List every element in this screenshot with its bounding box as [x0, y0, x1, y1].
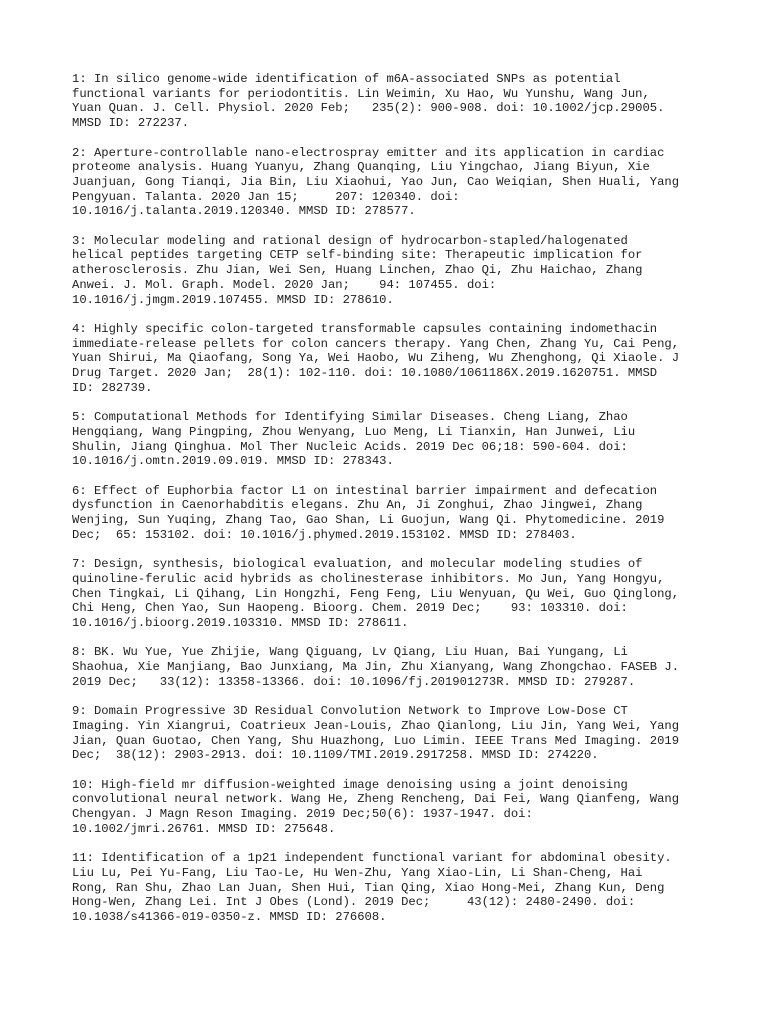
- reference-entry: [72, 484, 712, 543]
- reference-line: Chen Tingkai, Li Qihang, Lin Hongzhi, Feng Feng, Liu Wenyuan, Qu Wei, Guo Qinglong,: [72, 586, 680, 601]
- reference-line: Yuan Quan. J. Cell. Physiol. 2020 Feb; 235(2): 900-908. doi: 10.1002/jcp.29005.: [72, 101, 665, 116]
- reference-line: quinoline-ferulic acid hybrids as cholinesterase inhibitors. Mo Jun, Yang Hongyu,: [72, 571, 665, 586]
- reference-line: Anwei. J. Mol. Graph. Model. 2020 Jan; 94: 107455. doi:: [72, 277, 497, 292]
- reference-entry: [72, 410, 712, 469]
- reference-line: ID: 282739.: [72, 380, 153, 395]
- reference-line: 10.1016/j.jmgm.2019.107455. MMSD ID: 278610.: [72, 292, 394, 307]
- reference-line: Shaohua, Xie Manjiang, Bao Junxiang, Ma Jin, Zhu Xianyang, Wang Zhongchao. FASEB J.: [72, 660, 680, 675]
- reference-line: Chi Heng, Chen Yao, Sun Haopeng. Bioorg. Chem. 2019 Dec; 93: 103310. doi:: [72, 601, 628, 616]
- reference-list: [72, 72, 712, 939]
- reference-line: Juanjuan, Gong Tianqi, Jia Bin, Liu Xiaohui, Yao Jun, Cao Weiqian, Shen Huali, Yang: [72, 174, 680, 189]
- reference-line: 4: Highly specific colon-targeted transformable capsules containing indomethacin: [72, 321, 658, 336]
- reference-line: Hengqiang, Wang Pingping, Zhou Wenyang, Luo Meng, Li Tianxin, Han Junwei, Liu: [72, 424, 636, 439]
- reference-entry: [72, 851, 712, 925]
- reference-line: Imaging. Yin Xiangrui, Coatrieux Jean-Louis, Zhao Qianlong, Liu Jin, Yang Wei, Yang: [72, 718, 680, 733]
- reference-line: Pengyuan. Talanta. 2020 Jan 15; 207: 120340. doi:: [72, 189, 460, 204]
- reference-line: Chengyan. J Magn Reson Imaging. 2019 Dec;50(6): 1937-1947. doi:: [72, 807, 533, 822]
- reference-line: 10: High-field mr diffusion-weighted image denoising using a joint denoising: [72, 777, 628, 792]
- reference-line: MMSD ID: 272237.: [72, 116, 190, 131]
- reference-line: 10.1016/j.omtn.2019.09.019. MMSD ID: 278343.: [72, 454, 394, 469]
- reference-line: 1: In silico genome-wide identification of m6A-associated SNPs as potential: [72, 72, 621, 86]
- reference-line: helical peptides targeting CETP self-binding site: Therapeutic implication for: [72, 248, 643, 263]
- reference-line: Liu Lu, Pei Yu-Fang, Liu Tao-Le, Hu Wen-Zhu, Yang Xiao-Lin, Li Shan-Cheng, Hai: [72, 865, 643, 880]
- reference-line: Dec; 38(12): 2903-2913. doi: 10.1109/TMI.2019.2917258. MMSD ID: 274220.: [72, 748, 599, 763]
- reference-line: Drug Target. 2020 Jan; 28(1): 102-110. doi: 10.1080/1061186X.2019.1620751. MMSD: [72, 366, 658, 381]
- reference-line: 10.1038/s41366-019-0350-z. MMSD ID: 276608.: [72, 909, 387, 924]
- reference-line: 8: BK. Wu Yue, Yue Zhijie, Wang Qiguang, Lv Qiang, Liu Huan, Bai Yungang, Li: [72, 645, 628, 660]
- reference-entry: [72, 234, 712, 308]
- reference-entry: [72, 557, 712, 631]
- reference-line: proteome analysis. Huang Yuanyu, Zhang Quanqing, Liu Yingchao, Jiang Biyun, Xie: [72, 160, 650, 175]
- reference-line: 10.1016/j.talanta.2019.120340. MMSD ID: 278577.: [72, 204, 416, 219]
- reference-line: 2: Aperture-controllable nano-electrospray emitter and its application in cardiac: [72, 145, 665, 160]
- reference-entry: [72, 72, 712, 131]
- reference-entry: [72, 704, 712, 763]
- reference-line: atherosclerosis. Zhu Jian, Wei Sen, Huang Linchen, Zhao Qi, Zhu Haichao, Zhang: [72, 263, 643, 278]
- reference-line: Hong-Wen, Zhang Lei. Int J Obes (Lond). 2019 Dec; 43(12): 2480-2490. doi:: [72, 895, 636, 910]
- reference-line: 11: Identification of a 1p21 independent functional variant for abdominal obesity.: [72, 851, 672, 866]
- reference-line: functional variants for periodontitis. Lin Weimin, Xu Hao, Wu Yunshu, Wang Jun,: [72, 86, 650, 101]
- reference-entry: [72, 645, 712, 689]
- reference-line: 10.1002/jmri.26761. MMSD ID: 275648.: [72, 821, 336, 836]
- reference-line: Jian, Quan Guotao, Chen Yang, Shu Huazhong, Luo Limin. IEEE Trans Med Imaging. 2019: [72, 733, 680, 748]
- reference-line: immediate-release pellets for colon cancers therapy. Yang Chen, Zhang Yu, Cai Peng,: [72, 336, 680, 351]
- reference-line: Yuan Shirui, Ma Qiaofang, Song Ya, Wei Haobo, Wu Ziheng, Wu Zhenghong, Qi Xiaole. J: [72, 351, 680, 366]
- reference-line: Rong, Ran Shu, Zhao Lan Juan, Shen Hui, Tian Qing, Xiao Hong-Mei, Zhang Kun, Deng: [72, 880, 665, 895]
- reference-line: dysfunction in Caenorhabditis elegans. Zhu An, Ji Zonghui, Zhao Jingwei, Zhang: [72, 498, 643, 513]
- reference-line: 7: Design, synthesis, biological evaluation, and molecular modeling studies of: [72, 557, 643, 572]
- reference-line: 5: Computational Methods for Identifying Similar Diseases. Cheng Liang, Zhao: [72, 410, 628, 425]
- reference-line: convolutional neural network. Wang He, Zheng Rencheng, Dai Fei, Wang Qianfeng, Wang: [72, 792, 680, 807]
- reference-entry: [72, 322, 712, 396]
- reference-line: Shulin, Jiang Qinghua. Mol Ther Nucleic Acids. 2019 Dec 06;18: 590-604. doi:: [72, 439, 628, 454]
- reference-line: Dec; 65: 153102. doi: 10.1016/j.phymed.2019.153102. MMSD ID: 278403.: [72, 527, 577, 542]
- reference-line: 2019 Dec; 33(12): 13358-13366. doi: 10.1096/fj.201901273R. MMSD ID: 279287.: [72, 674, 636, 689]
- reference-entry: [72, 778, 712, 837]
- reference-line: Wenjing, Sun Yuqing, Zhang Tao, Gao Shan, Li Guojun, Wang Qi. Phytomedicine. 2019: [72, 513, 665, 528]
- reference-entry: [72, 146, 712, 220]
- reference-line: 9: Domain Progressive 3D Residual Convolution Network to Improve Low-Dose CT: [72, 704, 628, 719]
- reference-line: 3: Molecular modeling and rational design of hydrocarbon-stapled/halogenated: [72, 233, 628, 248]
- reference-line: 6: Effect of Euphorbia factor L1 on intestinal barrier impairment and defecation: [72, 483, 658, 498]
- reference-line: 10.1016/j.bioorg.2019.103310. MMSD ID: 278611.: [72, 615, 409, 630]
